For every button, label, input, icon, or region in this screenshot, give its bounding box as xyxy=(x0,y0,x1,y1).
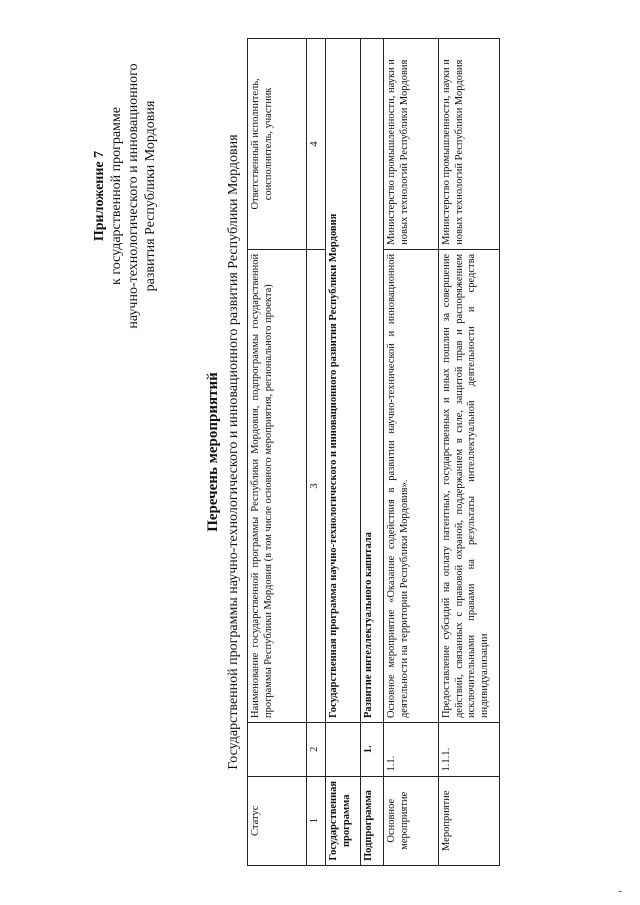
event-responsible: Министерство промышленности, науки и новых технологий Республики Мордовия xyxy=(439,39,500,250)
index-2: 2 xyxy=(307,723,326,776)
header-name: Наименование государственной программы Республики Мордовия, подпрограммы государственной программы Республики Мордовия (в том числе основного мероприятия, регионального проекта) xyxy=(248,249,307,722)
header-status: Статус xyxy=(248,776,307,865)
table-header-row xyxy=(248,39,307,866)
subprogram-status: Подпрограмма xyxy=(361,776,384,865)
appendix-line-1: к государственной программе xyxy=(109,107,124,285)
main-event-status: Основное мероприятие xyxy=(384,776,439,865)
program-status: Государственная программа xyxy=(326,776,361,865)
corner-mark: - xyxy=(618,886,622,897)
event-status: Мероприятие xyxy=(439,776,500,865)
appendix-line-3: развития Республики Мордовия xyxy=(143,100,158,292)
document-subtitle: Государственной программы научно-технологического и инновационного развития Республики Мордовия xyxy=(226,134,241,770)
index-1: 1 xyxy=(307,776,326,865)
event-number: 1.1.1. xyxy=(439,723,500,776)
program-number-empty xyxy=(326,723,361,776)
event-name: Предоставление субсидий на оплату патентных, государственных и иных пошлин за совершение действий, связанных с правовой охраной, поддержанием в силе, защитой прав и распоряжением исключительными правами на результаты интеллектуальной деятельности и средства индивидуализации xyxy=(439,249,500,722)
main-event-responsible: Министерство промышленности, науки и новых технологий Республики Мордовия xyxy=(384,39,439,250)
main-event-number: 1.1. xyxy=(384,723,439,776)
events-table xyxy=(247,38,500,866)
appendix-line-2: научно-технологического и инновационного xyxy=(126,63,141,329)
index-3: 3 xyxy=(307,249,326,722)
program-name: Государственная программа научно-технологического и инновационного развития Республики Мордовия xyxy=(326,39,361,723)
document-heading xyxy=(205,22,242,882)
appendix-title: Приложение 7 xyxy=(92,150,107,242)
rotated-document-page xyxy=(85,22,555,882)
subprogram-row xyxy=(361,39,384,866)
main-event-name: Основное мероприятие «Оказание содействия в развитии научно-технической и инновационной деятельности на территории Республики Мордовия». xyxy=(384,249,439,722)
event-row xyxy=(439,39,500,866)
main-event-row xyxy=(384,39,439,866)
program-row xyxy=(326,39,361,866)
document-title: Перечень мероприятий xyxy=(205,372,221,532)
header-responsible: Ответственный исполнитель, соисполнитель, участник xyxy=(248,39,307,250)
header-number-empty xyxy=(248,723,307,776)
index-4: 4 xyxy=(307,39,326,250)
subprogram-number: 1. xyxy=(361,723,384,776)
subprogram-name: Развитие интеллектуального капитала xyxy=(361,39,384,723)
appendix-block xyxy=(91,46,159,346)
column-index-row xyxy=(307,39,326,866)
